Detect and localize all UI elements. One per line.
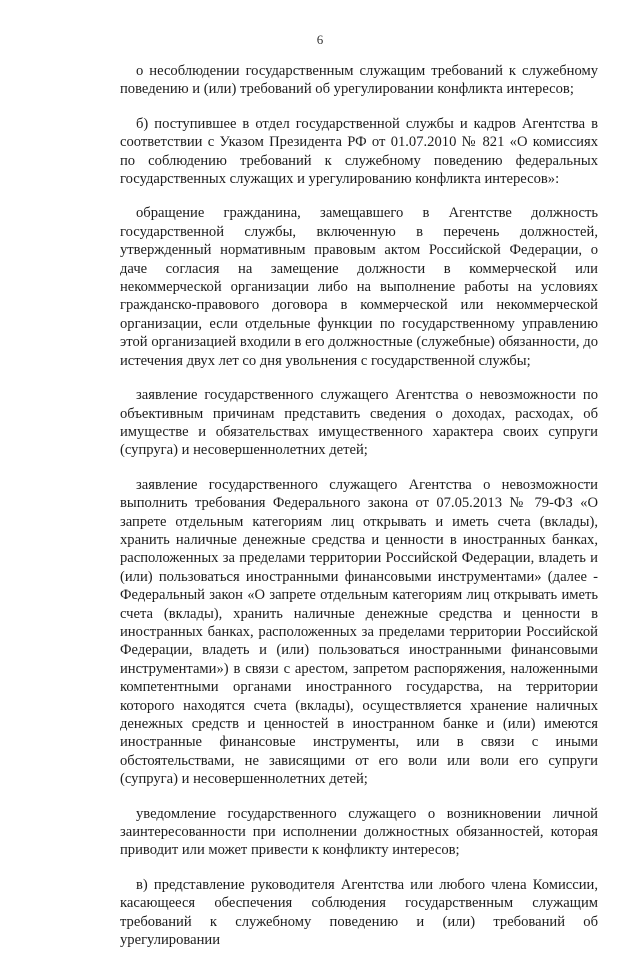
paragraph-item-v: в) представление руководителя Агентства или любого члена Комиссии, касающееся обеспечения соблюдения государственным служащим требований к служебному поведению и (или) требований об урегулировании bbox=[120, 876, 598, 949]
paragraph-conflict-of-interest: о несоблюдении государственным служащим требований к служебному поведению и (или) требований об урегулировании конфликта интересов; bbox=[120, 63, 598, 98]
paragraph-citizen-appeal: обращение гражданина, замещавшего в Агентстве должность государственной службы, включенную в перечень должностей, утвержденный нормативным правовым актом Российской Федерации, о даче согласия на замещение должности в коммерческой или некоммерческой организации либо на выполнение работы на условиях гражданско-правового договора в коммерческой или некоммерческой организации, если отдельные функции по государственному управлению этой организацией входили в его должностные (служебные) обязанности, до истечения двух лет со дня увольнения с государственной службы; bbox=[120, 205, 598, 369]
paragraph-item-b: б) поступившее в отдел государственной службы и кадров Агентства в соответствии с Указом Президента РФ от 01.07.2010 № 821 «О комиссиях по соблюдению требований к служебному поведению федеральных государственных служащих и урегулированию конфликта интересов»: bbox=[120, 115, 598, 188]
paragraph-income-statement: заявление государственного служащего Агентства о невозможности по объективным причинам представить сведения о доходах, расходах, об имуществе и обязательствах имущественного характера своих супруги (супруга) и несовершеннолетних детей; bbox=[120, 387, 598, 459]
document-body bbox=[120, 62, 598, 965]
paragraph-foreign-accounts: заявление государственного служащего Агентства о невозможности выполнить требования Федерального закона от 07.05.2013 № 79-ФЗ «О запрете отдельным категориям лиц открывать и иметь счета (вклады), хранить наличные денежные средства и ценности в иностранных банках, расположенных за пределами территории Российской Федерации, владеть и (или) пользоваться иностранными финансовыми инструментами» (далее - Федеральный закон «О запрете отдельным категориям лиц открывать иметь счета (вклады), хранить наличные денежные средства и ценности в иностранных банках, расположенных за пределами территории Российской Федерации, владеть и (или) пользоваться иностранными финансовыми инструментами») в связи с арестом, запретом распоряжения, наложенными компетентными органами иностранного государства, на территории которого находятся счета (вклады), осуществляется хранение наличных денежных средств и ценностей в иностранном банке и (или) имеются иностранные финансовые инструменты, или в связи с иными обстоятельствами, не зависящими от его воли или воли его супруги (супруга) и несовершеннолетних детей; bbox=[120, 476, 598, 788]
paragraph-personal-interest-notice: уведомление государственного служащего о возникновении личной заинтересованности при исполнении должностных обязанностей, которая приводит или может привести к конфликту интересов; bbox=[120, 805, 598, 859]
page-number: 6 bbox=[316, 32, 324, 47]
